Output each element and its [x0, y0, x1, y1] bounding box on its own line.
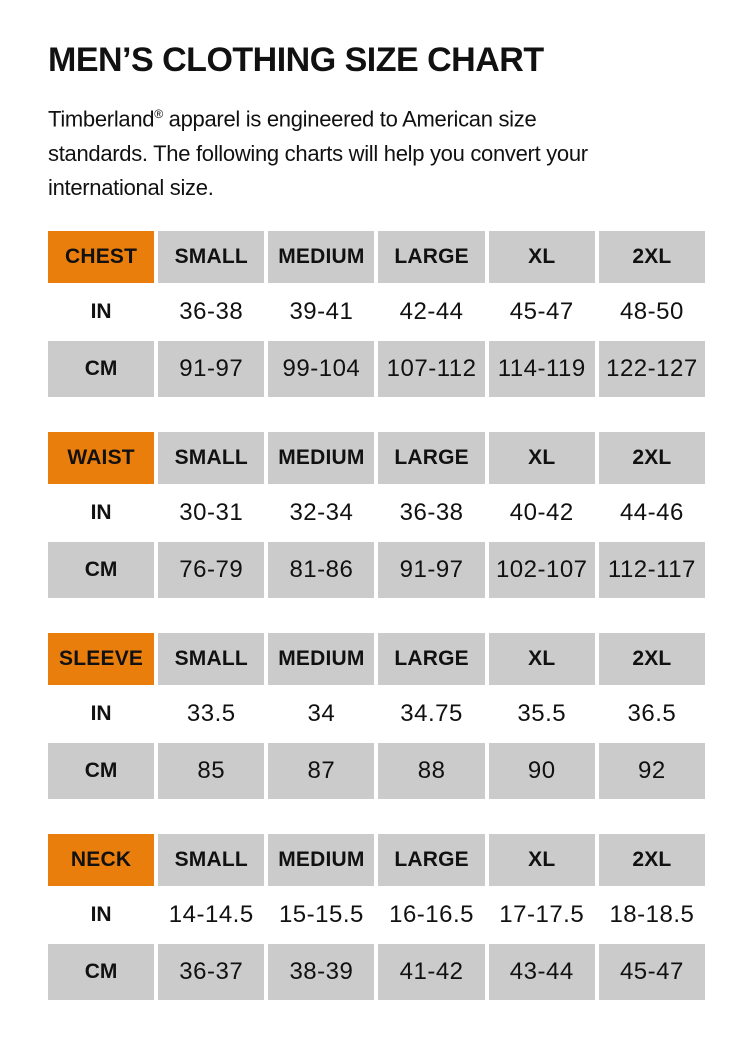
size-table-waist	[48, 432, 705, 598]
size-value-waist-in-large: 36-38	[378, 484, 484, 542]
size-column-header-large: LARGE	[378, 432, 484, 484]
size-column-header-small: SMALL	[158, 633, 264, 685]
size-column-header-small: SMALL	[158, 834, 264, 886]
size-value-chest-in-2xl: 48-50	[599, 283, 705, 341]
size-column-header-2xl: 2XL	[599, 432, 705, 484]
size-value-neck-cm-2xl: 45-47	[599, 944, 705, 1000]
unit-label-in: IN	[48, 484, 154, 542]
size-value-sleeve-cm-2xl: 92	[599, 743, 705, 799]
intro-text	[48, 97, 705, 204]
size-value-neck-cm-medium: 38-39	[268, 944, 374, 1000]
size-value-waist-in-2xl: 44-46	[599, 484, 705, 542]
size-value-sleeve-in-medium: 34	[268, 685, 374, 743]
size-column-header-small: SMALL	[158, 231, 264, 283]
registered-mark: ®	[154, 107, 163, 122]
size-value-neck-cm-xl: 43-44	[489, 944, 595, 1000]
table-label-chest: CHEST	[48, 231, 154, 283]
size-table-neck	[48, 834, 705, 1000]
size-value-sleeve-cm-medium: 87	[268, 743, 374, 799]
size-value-waist-in-medium: 32-34	[268, 484, 374, 542]
size-column-header-large: LARGE	[378, 231, 484, 283]
size-column-header-xl: XL	[489, 231, 595, 283]
size-value-chest-in-medium: 39-41	[268, 283, 374, 341]
size-value-chest-cm-large: 107-112	[378, 341, 484, 397]
unit-label-cm: CM	[48, 341, 154, 397]
size-tables	[48, 231, 705, 1000]
size-value-sleeve-in-small: 33.5	[158, 685, 264, 743]
size-table-sleeve	[48, 633, 705, 799]
size-column-header-large: LARGE	[378, 633, 484, 685]
table-label-sleeve: SLEEVE	[48, 633, 154, 685]
size-value-waist-cm-medium: 81-86	[268, 542, 374, 598]
size-value-neck-in-small: 14-14.5	[158, 886, 264, 944]
unit-label-cm: CM	[48, 542, 154, 598]
size-column-header-2xl: 2XL	[599, 834, 705, 886]
unit-label-cm: CM	[48, 944, 154, 1000]
size-table-chest	[48, 231, 705, 397]
size-value-sleeve-in-2xl: 36.5	[599, 685, 705, 743]
size-value-waist-cm-small: 76-79	[158, 542, 264, 598]
size-value-sleeve-in-large: 34.75	[378, 685, 484, 743]
size-value-waist-in-small: 30-31	[158, 484, 264, 542]
size-column-header-xl: XL	[489, 432, 595, 484]
size-column-header-2xl: 2XL	[599, 231, 705, 283]
unit-label-in: IN	[48, 283, 154, 341]
size-column-header-medium: MEDIUM	[268, 834, 374, 886]
size-column-header-xl: XL	[489, 834, 595, 886]
size-value-chest-in-small: 36-38	[158, 283, 264, 341]
size-column-header-medium: MEDIUM	[268, 231, 374, 283]
intro-line-3: international size.	[48, 174, 214, 200]
size-column-header-2xl: 2XL	[599, 633, 705, 685]
size-value-waist-cm-2xl: 112-117	[599, 542, 705, 598]
size-column-header-medium: MEDIUM	[268, 432, 374, 484]
size-value-neck-in-large: 16-16.5	[378, 886, 484, 944]
size-value-waist-cm-large: 91-97	[378, 542, 484, 598]
size-column-header-medium: MEDIUM	[268, 633, 374, 685]
size-column-header-small: SMALL	[158, 432, 264, 484]
size-column-header-xl: XL	[489, 633, 595, 685]
intro-line-2: standards. The following charts will help you convert your	[48, 140, 588, 166]
size-value-chest-cm-medium: 99-104	[268, 341, 374, 397]
size-value-chest-cm-small: 91-97	[158, 341, 264, 397]
size-value-neck-in-2xl: 18-18.5	[599, 886, 705, 944]
size-value-neck-cm-large: 41-42	[378, 944, 484, 1000]
size-value-neck-in-medium: 15-15.5	[268, 886, 374, 944]
unit-label-cm: CM	[48, 743, 154, 799]
intro-line-1: Timberland® apparel is engineered to American size	[48, 106, 537, 132]
table-label-waist: WAIST	[48, 432, 154, 484]
size-value-chest-in-large: 42-44	[378, 283, 484, 341]
size-value-sleeve-in-xl: 35.5	[489, 685, 595, 743]
table-label-neck: NECK	[48, 834, 154, 886]
size-column-header-large: LARGE	[378, 834, 484, 886]
page-title: MEN’S CLOTHING SIZE CHART	[48, 41, 544, 79]
size-value-sleeve-cm-xl: 90	[489, 743, 595, 799]
size-value-waist-cm-xl: 102-107	[489, 542, 595, 598]
size-value-sleeve-cm-large: 88	[378, 743, 484, 799]
size-value-chest-cm-2xl: 122-127	[599, 341, 705, 397]
size-value-sleeve-cm-small: 85	[158, 743, 264, 799]
size-value-waist-in-xl: 40-42	[489, 484, 595, 542]
unit-label-in: IN	[48, 886, 154, 944]
size-value-chest-cm-xl: 114-119	[489, 341, 595, 397]
size-value-neck-cm-small: 36-37	[158, 944, 264, 1000]
unit-label-in: IN	[48, 685, 154, 743]
size-value-neck-in-xl: 17-17.5	[489, 886, 595, 944]
size-value-chest-in-xl: 45-47	[489, 283, 595, 341]
